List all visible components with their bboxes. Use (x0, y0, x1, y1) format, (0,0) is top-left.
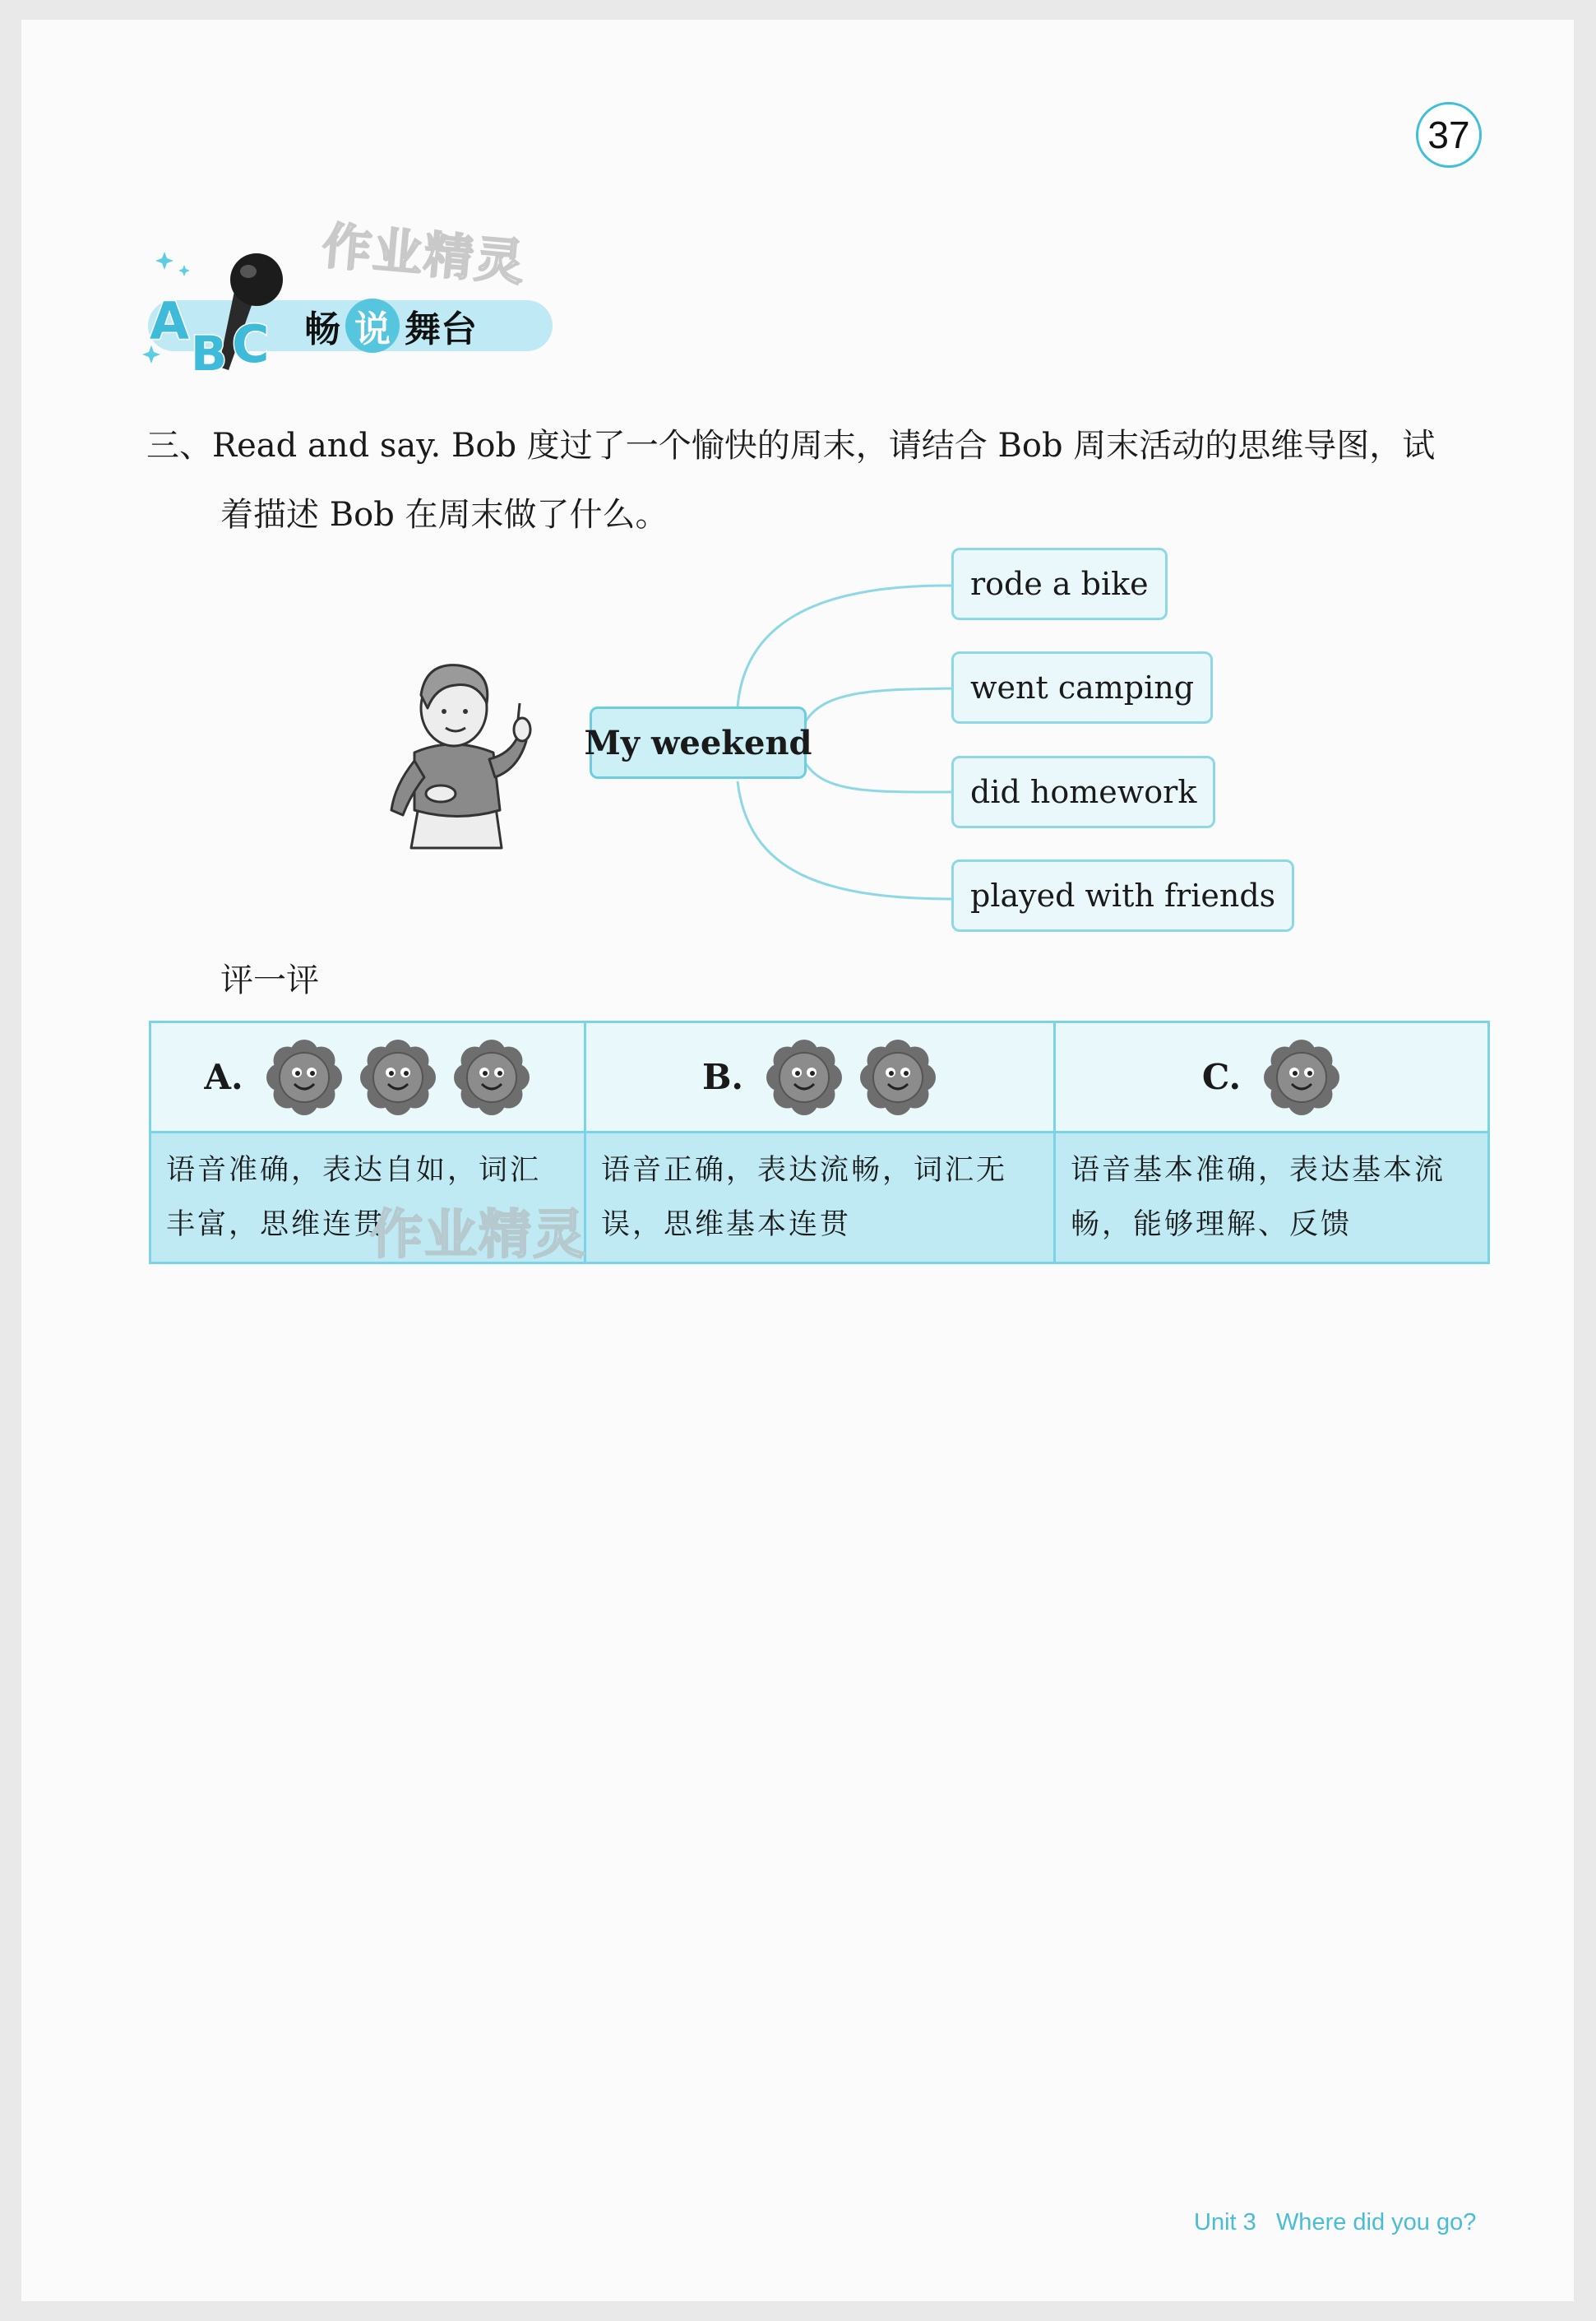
grade-b-flowers (765, 1038, 937, 1117)
section-title-part2: 舞台 (405, 308, 477, 350)
smiley-flower-icon (765, 1038, 844, 1117)
mindmap-branch-friends: played with friends (951, 859, 1294, 932)
rating-description-row (150, 1133, 1489, 1263)
rating-label: 评一评 (220, 961, 319, 999)
boy-illustration (386, 654, 534, 851)
grade-b-description-cell (585, 1133, 1055, 1263)
smiley-flower-icon (359, 1038, 437, 1117)
grade-b-description: 语音正确，表达流畅，词汇无误，思维基本连贯 (601, 1154, 1008, 1241)
smiley-flower-icon (452, 1038, 531, 1117)
page-number: 37 (1416, 102, 1482, 168)
grade-a-description: 语音准确，表达自如，词汇丰富，思维连贯 (166, 1154, 542, 1241)
grade-c-description-cell (1055, 1133, 1489, 1263)
mindmap-branch-homework: did homework (951, 756, 1215, 828)
logo-letter-c: C (232, 314, 270, 374)
logo-letter-b: B (191, 326, 228, 382)
question-number: 三、 (146, 427, 212, 465)
grade-c-cell (1055, 1022, 1489, 1133)
mindmap-branch-ride-bike: rode a bike (951, 548, 1168, 620)
grade-c-flowers (1262, 1038, 1341, 1117)
page-footer (1194, 2209, 1476, 2236)
rating-header-row (150, 1022, 1489, 1133)
watermark: 作业精灵 (319, 217, 529, 293)
rating-table (149, 1021, 1490, 1264)
grade-a-letter: A. (204, 1057, 243, 1097)
grade-c-description: 语音基本准确，表达基本流畅，能够理解、反馈 (1071, 1154, 1446, 1241)
section-title-highlight: 说 (345, 299, 400, 353)
grade-b-cell (585, 1022, 1055, 1133)
grade-c-letter: C. (1201, 1057, 1242, 1097)
smiley-flower-icon (265, 1038, 344, 1117)
question-line-2: 着描述 Bob 在周末做了什么。 (220, 496, 668, 534)
footer-title: Where did you go? (1275, 2209, 1477, 2235)
grade-b-letter: B. (701, 1057, 744, 1097)
section-title-part1: 畅 (304, 308, 340, 350)
mindmap-branch-camping: went camping (951, 651, 1213, 724)
grade-a-cell (150, 1022, 585, 1133)
smiley-flower-icon (1262, 1038, 1341, 1117)
grade-a-flowers (265, 1038, 531, 1117)
mindmap-connectors (0, 0, 1596, 987)
mindmap-center-node: My weekend (590, 706, 807, 779)
logo-letter-a: A (150, 291, 189, 351)
footer-unit: Unit 3 (1194, 2209, 1256, 2235)
question-line-1: 三、Read and say. Bob 度过了一个愉快的周末，请结合 Bob 周末活动的思维导图，试 (146, 427, 1436, 465)
smiley-flower-icon (858, 1038, 937, 1117)
watermark-table: 作业精灵 (370, 1205, 587, 1266)
